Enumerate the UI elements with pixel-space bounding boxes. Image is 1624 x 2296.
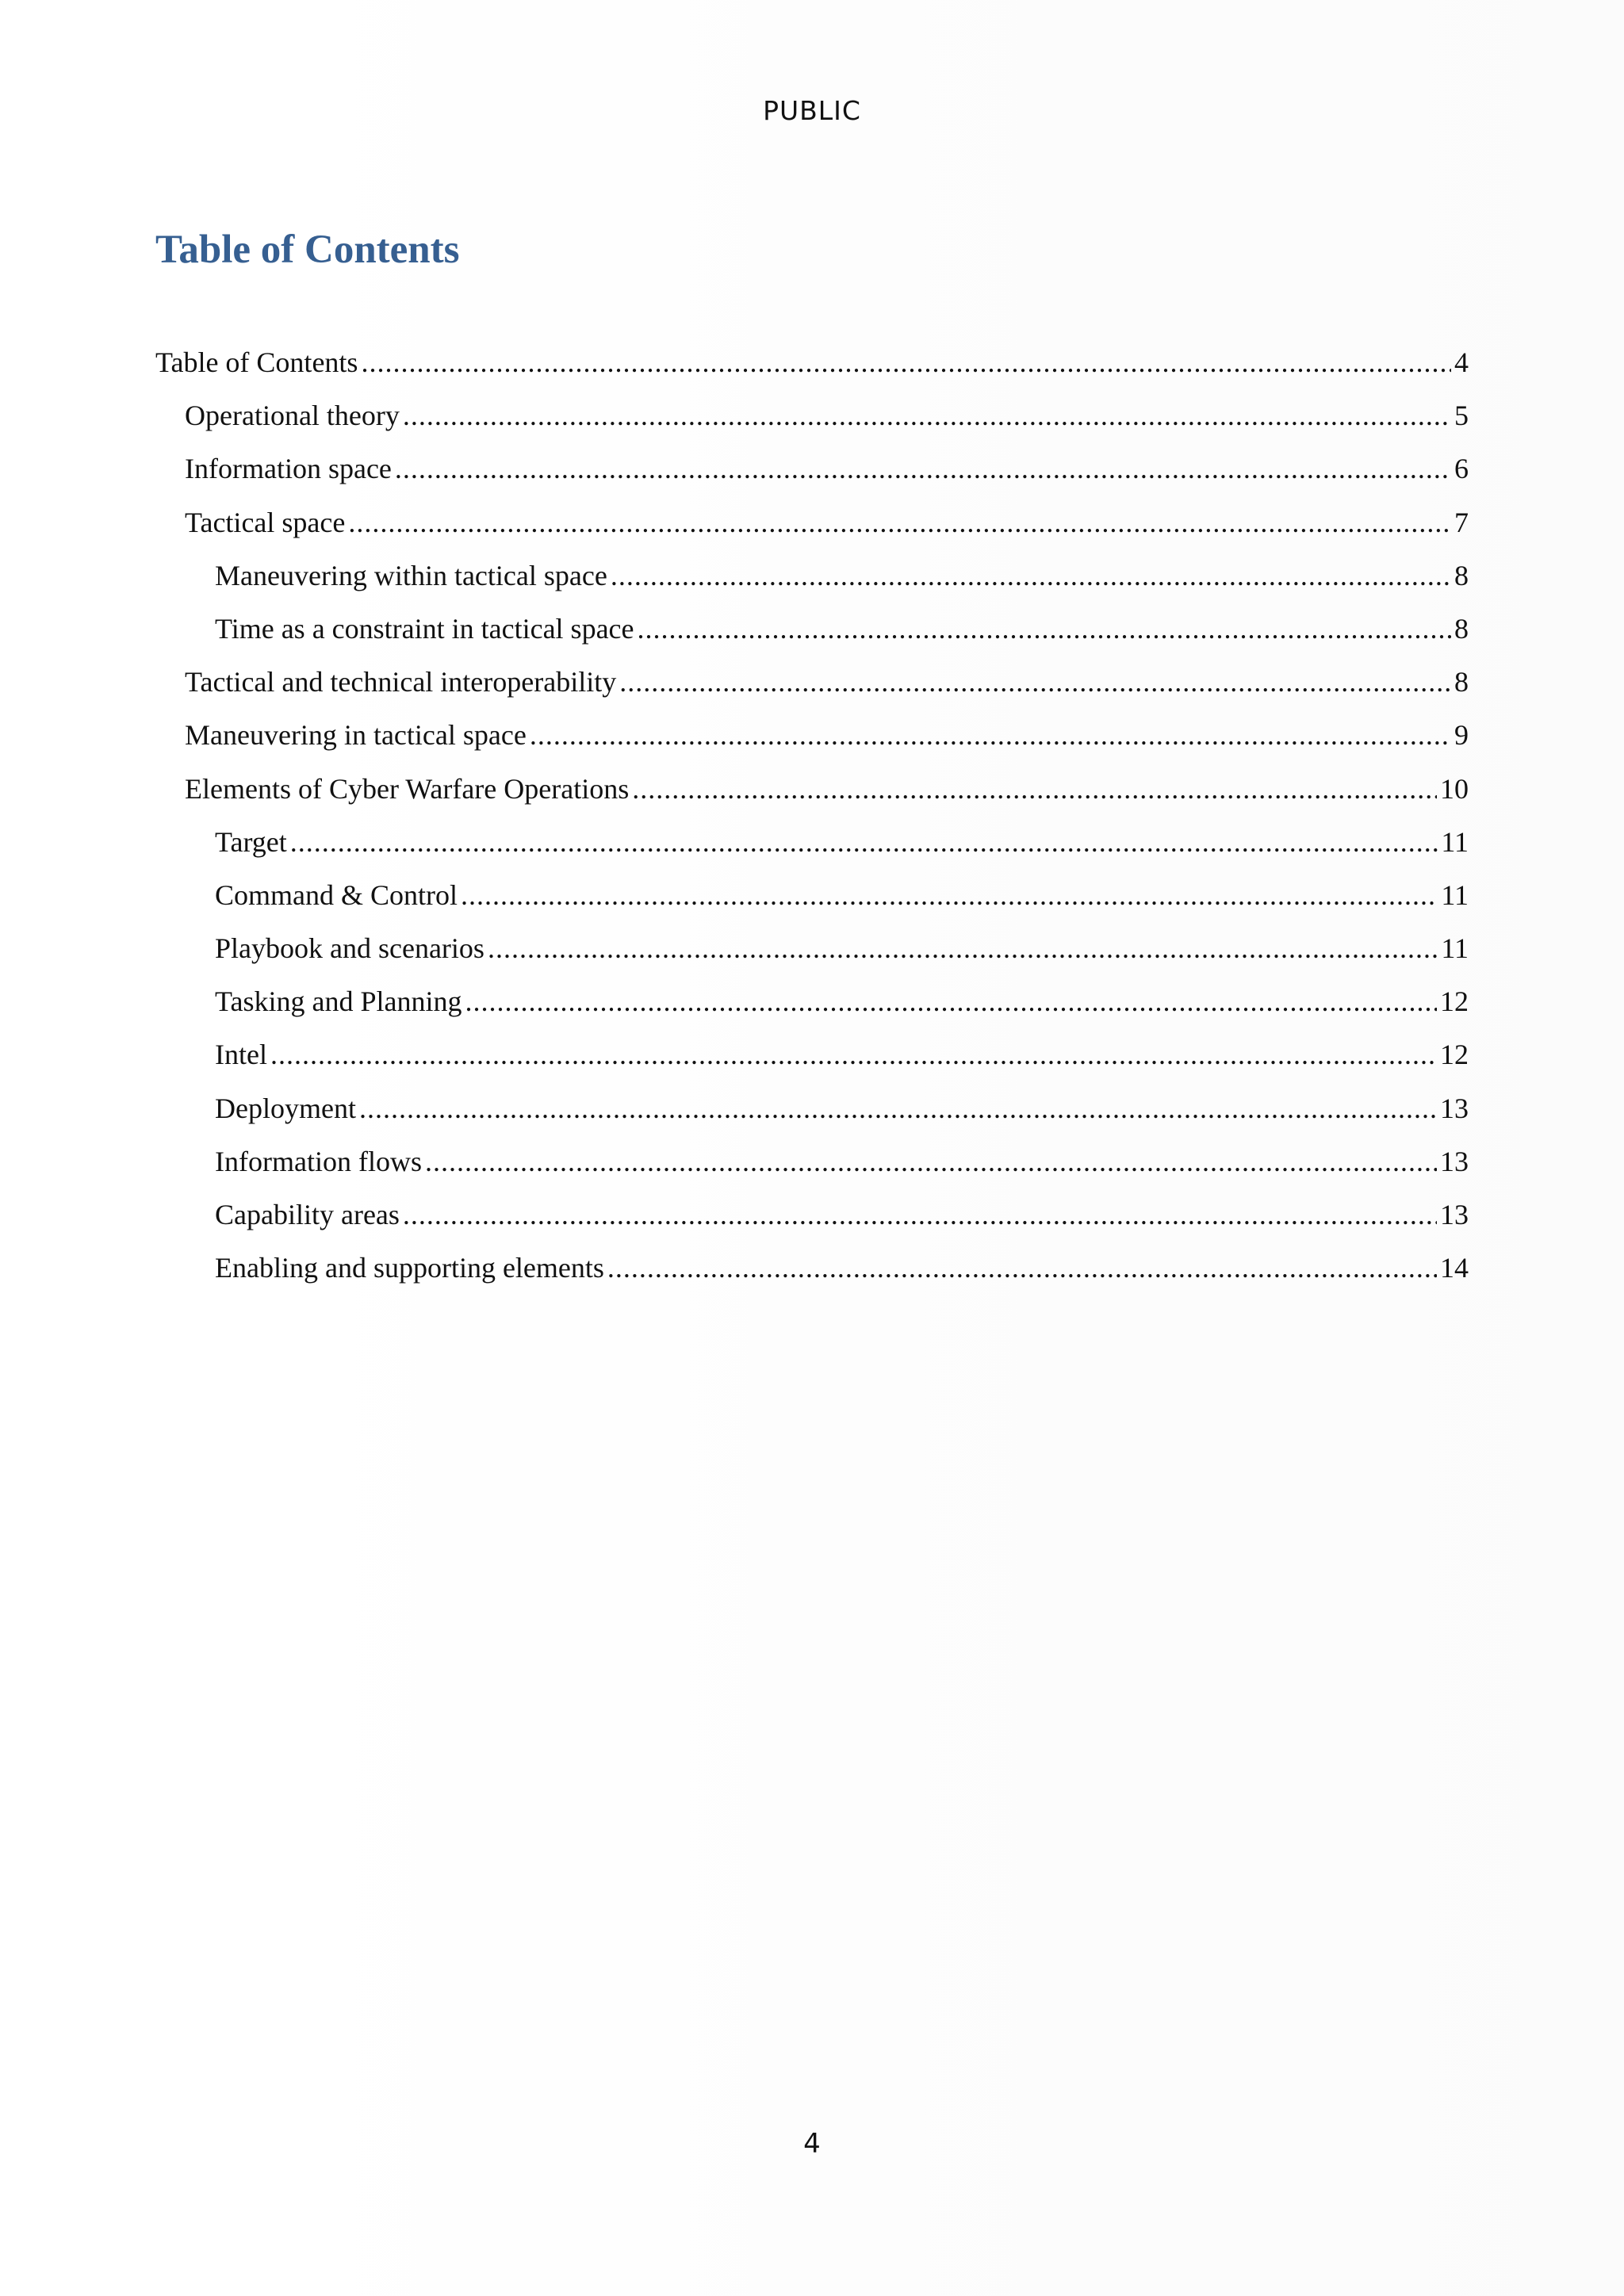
toc-entry-title: Tactical and technical interoperability — [185, 666, 617, 698]
toc-entry-page: 8 — [1454, 559, 1469, 591]
toc-entry[interactable] — [155, 825, 1469, 878]
toc-dot-leader — [361, 346, 1451, 379]
toc-entry-page: 5 — [1454, 400, 1469, 432]
toc-entry-page: 13 — [1440, 1199, 1469, 1230]
toc-dot-leader — [530, 718, 1451, 752]
toc-entry[interactable] — [155, 718, 1469, 771]
toc-entry[interactable] — [155, 1198, 1469, 1251]
toc-entry-title: Tactical space — [185, 506, 346, 538]
toc-entry[interactable] — [155, 559, 1469, 612]
toc-entry-title: Information space — [185, 453, 392, 485]
toc-entry[interactable] — [155, 399, 1469, 452]
toc-entry-title: Maneuvering within tactical space — [215, 559, 607, 591]
toc-entry[interactable] — [155, 985, 1469, 1038]
toc-dot-leader — [270, 1038, 1437, 1071]
toc-entry-title: Table of Contents — [155, 346, 358, 378]
toc-dot-leader — [425, 1145, 1437, 1178]
toc-entry-page: 11 — [1441, 825, 1469, 858]
toc-entry[interactable] — [155, 452, 1469, 505]
toc-entry-title: Command & Control — [215, 878, 458, 911]
toc-entry[interactable] — [155, 1251, 1469, 1304]
toc-dot-leader — [461, 878, 1438, 912]
toc-entry-page: 6 — [1454, 453, 1469, 485]
toc-dot-leader — [359, 1092, 1437, 1125]
toc-entry[interactable] — [155, 932, 1469, 985]
toc-entry[interactable] — [155, 506, 1469, 559]
toc-entry-page: 8 — [1454, 612, 1469, 645]
toc-entry-title: Operational theory — [185, 400, 400, 432]
toc-entry-title: Time as a constraint in tactical space — [215, 612, 634, 645]
toc-entry-title: Elements of Cyber Warfare Operations — [185, 772, 630, 805]
classification-header: PUBLIC — [763, 95, 861, 126]
toc-entry-title: Intel — [215, 1039, 267, 1071]
toc-entry-page: 12 — [1440, 1039, 1469, 1071]
toc-entry[interactable] — [155, 1092, 1469, 1145]
toc-entry[interactable] — [155, 1038, 1469, 1091]
toc-dot-leader — [488, 932, 1438, 965]
toc-entry-title: Tasking and Planning — [215, 985, 462, 1018]
toc-dot-leader — [607, 1251, 1437, 1284]
toc-entry[interactable] — [155, 665, 1469, 718]
toc-entry-page: 9 — [1454, 719, 1469, 752]
toc-entry-page: 13 — [1440, 1145, 1469, 1177]
toc-entry-page: 14 — [1440, 1252, 1469, 1284]
toc-entry[interactable] — [155, 878, 1469, 932]
page-number: 4 — [803, 2128, 821, 2160]
toc-dot-leader — [632, 772, 1437, 806]
toc-entry-page: 12 — [1440, 985, 1469, 1018]
toc-entry-title: Maneuvering in tactical space — [185, 719, 527, 752]
toc-entry-page: 10 — [1440, 772, 1469, 805]
toc-heading: Table of Contents — [155, 228, 460, 272]
toc-entry[interactable] — [155, 346, 1469, 399]
toc-entry-page: 8 — [1454, 666, 1469, 698]
toc-entry-title: Information flows — [215, 1145, 422, 1177]
toc-dot-leader — [638, 612, 1451, 645]
toc-entry[interactable] — [155, 612, 1469, 665]
toc-entry-title: Deployment — [215, 1092, 356, 1124]
toc-dot-leader — [465, 985, 1437, 1018]
toc-entry[interactable] — [155, 1145, 1469, 1198]
toc-entry[interactable] — [155, 772, 1469, 825]
toc-entry-page: 7 — [1454, 506, 1469, 538]
toc-dot-leader — [619, 665, 1451, 698]
toc-list — [155, 346, 1469, 1304]
toc-entry-title: Target — [215, 825, 287, 858]
toc-dot-leader — [348, 506, 1451, 539]
toc-dot-leader — [395, 452, 1451, 485]
toc-dot-leader — [403, 1198, 1437, 1231]
toc-dot-leader — [290, 825, 1438, 859]
toc-entry-page: 11 — [1441, 878, 1469, 911]
toc-entry-page: 11 — [1441, 932, 1469, 965]
toc-entry-page: 4 — [1454, 346, 1469, 378]
toc-entry-page: 13 — [1440, 1092, 1469, 1124]
toc-dot-leader — [403, 399, 1451, 432]
toc-entry-title: Enabling and supporting elements — [215, 1252, 604, 1284]
toc-entry-title: Playbook and scenarios — [215, 932, 485, 965]
toc-dot-leader — [611, 559, 1451, 592]
toc-entry-title: Capability areas — [215, 1199, 400, 1230]
